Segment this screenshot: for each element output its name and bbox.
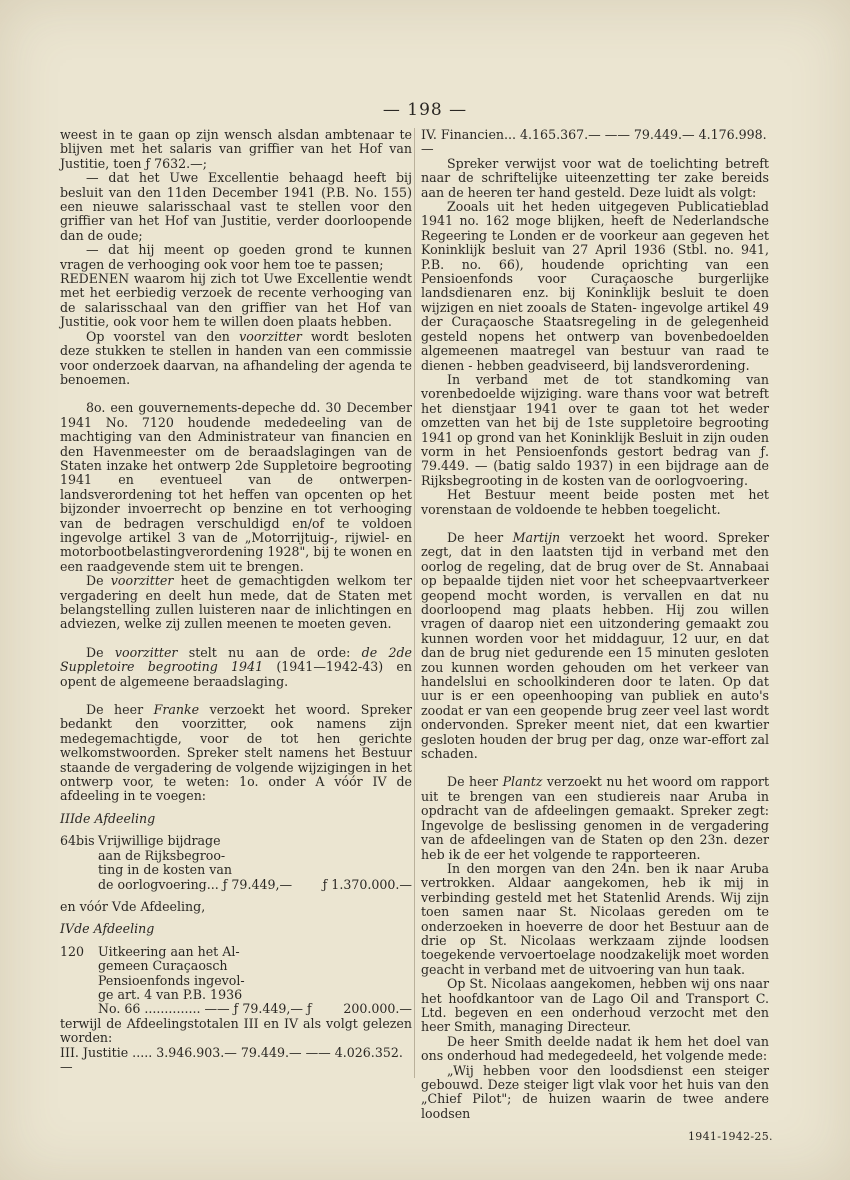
- paragraph: In verband met de tot standkoming van vorenbedoelde wijziging. ware thans voor wat betreft het dienstjaar 1941 over te gaan tot het weder omzetten van het bij de 1ste suppletoire begrooting 1941 op grond van het Koninklijk Besluit in zijn ouden vorm in het Pensioenfonds gestort bedrag van ƒ. 79.449. — (batig saldo 1937) in een bijdrage aan de Rijksbegrooting in de kosten van de oorlogvoering.: [421, 371, 769, 488]
- paragraph: weest in te gaan op zijn wensch alsdan ambtenaar te blijven met het salaris van griffier van het Hof van Justitie, toen ƒ 7632.—;: [60, 127, 412, 171]
- paragraph: Op voorstel van den voorzitter wordt besloten deze stukken te stellen in handen van een commissie voor onderzoek daarvan, na afhandeling der agenda te benoemen.: [60, 328, 412, 387]
- paragraph: Op St. Nicolaas aangekomen, hebben wij ons naar het hoofdkantoor van de Lago Oil and Transport C. Ltd. begeven en een onderhoud verzocht met den heer Smith, managing Directeur.: [421, 976, 769, 1035]
- paragraph: „Wij hebben voor den loodsdienst een steiger gebouwd. Deze steiger ligt vlak voor het huis van den „Chief Pilot"; de huizen waarin de twee andere loodsen: [421, 1062, 769, 1121]
- paragraph: terwijl de Afdeelingstotalen III en IV als volgt gelezen worden:: [60, 1015, 412, 1046]
- paragraph: 8o. een gouvernements-depeche dd. 30 December 1941 No. 7120 houdende mededeeling van de machtiging van den Administrateur van financien en den Havenmeester om de beraadslagingen van de Staten inzake het ontwerp 2de Suppletoire begrooting 1941 en eventueel van de ontwerpen-landsverordening tot het heffen van opcenten op het bijzonder invoerrecht op benzine en tot verhooging van de bedragen verschuldigd en/of te voldoen ingevolge artikel 3 van de „Motorrijtuig-, rijwiel- en motorbootbelastingverordening 1928", bij te wonen en een raadgevende stem uit te brengen.: [60, 400, 412, 574]
- paragraph: en vóór Vde Afdeeling,: [60, 898, 206, 914]
- paragraph: De voorzitter heet de gemachtigden welkom ter vergadering en deelt hun mede, dat de Staten met belangstelling zullen luisteren naar de inlichtingen en adviezen, welke zij zullen meenen te moeten geven.: [60, 573, 412, 632]
- item-number: 64bis: [60, 833, 95, 849]
- right-column: [421, 128, 769, 1121]
- paragraph: De heer Franke verzoekt het woord. Spreker bedankt den voorzitter, ook namens zijn medegemachtigde, voor de tot hen gerichte welkomstwoorden. Spreker stelt namens het Bestuur staande de vergadering de volgende wijzigingen in het ontwerp voor, te weten: 1o. onder A vóór IV de afdeeling in te voegen:: [60, 702, 412, 804]
- paragraph: — dat hij meent op goeden grond te kunnen vragen de verhooging ook voor hem toe te passen;: [60, 242, 412, 272]
- footer-code: 1941-1942-25.: [688, 1130, 773, 1143]
- paragraph: De voorzitter stelt nu aan de orde: de 2de Suppletoire begrooting 1941 (1941—1942-43) en opent de algemeene beraadslaging.: [60, 644, 413, 689]
- item-number: 120: [60, 943, 85, 959]
- amount: ƒ 1.370.000.—: [322, 876, 412, 892]
- paragraph: De heer Smith deelde nadat ik hem het doel van ons onderhoud had medegedeeld, het volgende mede:: [421, 1033, 769, 1064]
- total-row: IV. Financien... 4.165.367.— —— 79.449.— 4.176.998.—: [421, 127, 767, 157]
- total-row: III. Justitie ..... 3.946.903.— 79.449.— —— 4.026.352.—: [60, 1044, 403, 1074]
- paragraph: Zooals uit het heden uitgegeven Publicatieblad 1941 no. 162 moge blijken, heeft de Nederlandsche Regeering te Londen er de voorkeur aan gegeven het Koninklijk besluit van 27 April 1936 (Stbl. no. 941, P.B. no. 66), houdende oprichting van een Pensioenfonds voor Curaçaosche burgerlijke landsdienaren enz. bij Koninklijk besluit te doen wijzigen en niet zooals de Staten- ingevolge artikel 49 der Curaçaosche Staatsregeling in de gelegenheid gesteld nopens het ontwerp van bovenbedoelden algemeenen maatregel van bestuur van raad te dienen - hebben geadviseerd, bij landsverordening.: [421, 199, 769, 373]
- paragraph: In den morgen van den 24n. ben ik naar Aruba vertrokken. Aldaar aangekomen, heb ik mij in verbinding gesteld met het Statenlid Arends. Wij zijn toen samen naar St. Nicolaas gereden om te onderzoeken in hoeverre de door het Bestuur aan de drie op St. Nicolaas werkzaam zijnde loodsen toegekende vervoertoelage noodzakelijk moet worden geacht in verband met de uitvoering van hun taak.: [421, 860, 769, 977]
- paragraph: — dat het Uwe Excellentie behaagd heeft bij besluit van den 11den December 1941 (P.B. No. 155) een nieuwe salarisschaal vast te stellen voor den griffier van het Hof van Justitie, verder doorloopende dan de oude;: [60, 170, 412, 243]
- amount: 200.000.—: [343, 1001, 412, 1017]
- budget-item: 64bis Vrijwillige bijdrage aan de Rijksbegroo- ting in de kosten van de oorlogvoering... ƒ 79.449,— ƒ 1.370.000.—: [60, 833, 412, 892]
- paragraph: Het Bestuur meent beide posten met het vorenstaan de voldoende te hebben toegelicht.: [421, 487, 769, 517]
- page-number: — 198 —: [382, 100, 468, 120]
- column-divider: [414, 128, 415, 1078]
- left-column: [60, 128, 412, 1074]
- section-heading: IIIde Afdeeling: [60, 810, 156, 826]
- budget-item: 120 Uitkeering aan het Al- gemeen Curaçaosch Pensioenfonds ingevol- ge art. 4 van P.B. 1936 No. 66 .............. —— ƒ 79.449,— ƒ 200.000.—: [60, 943, 412, 1017]
- paragraph: De heer Plantz verzoekt nu het woord om rapport uit te brengen van een studiereis naar Aruba in opdracht van de afdeelingen gemaakt. Spreker zegt: Ingevolge de beslissing genomen in de vergadering van de afdeelingen van de Staten op den 23n. dezer heb ik de eer het volgende te rapporteeren.: [421, 774, 770, 862]
- section-heading: IVde Afdeeling: [60, 921, 155, 937]
- paragraph: De heer Martijn verzoekt het woord. Spreker zegt, dat in den laatsten tijd in verband met den oorlog de regeling, dat de brug over de St. Annabaai op bepaalde tijden niet voor het scheepvaartverkeer geopend mocht worden, is vervallen en dat nu doorloopend mag plaats hebben. Hij zou willen vragen of daarop niet een uitzondering gemaakt zou kunnen worden voor het middaguur, 12 uur, en dat dan de brug niet gedurende een 15 minuten gesloten zou kunnen worden gehouden om het verkeer van handelslui en schoolkinderen door te laten. Op dat uur is er een opeenhooping van publiek en auto's zoodat er van een geopende brug zeer veel last wordt ondervonden. Spreker meent niet, dat een kwartier gesloten houden der brug per dag, onze war-effort zal schaden.: [421, 529, 769, 762]
- paragraph: Spreker verwijst voor wat de toelichting betreft naar de schriftelijke uiteenzetting ter zake bereids aan de heeren ter hand gesteld. Deze luidt als volgt:: [421, 155, 769, 200]
- paragraph: REDENEN waarom hij zich tot Uwe Excellentie wendt met het eerbiedig verzoek de recente verhooging van de salarisschaal van den griffier van het Hof van Justitie, ook voor hem te willen doen plaats hebben.: [60, 271, 412, 330]
